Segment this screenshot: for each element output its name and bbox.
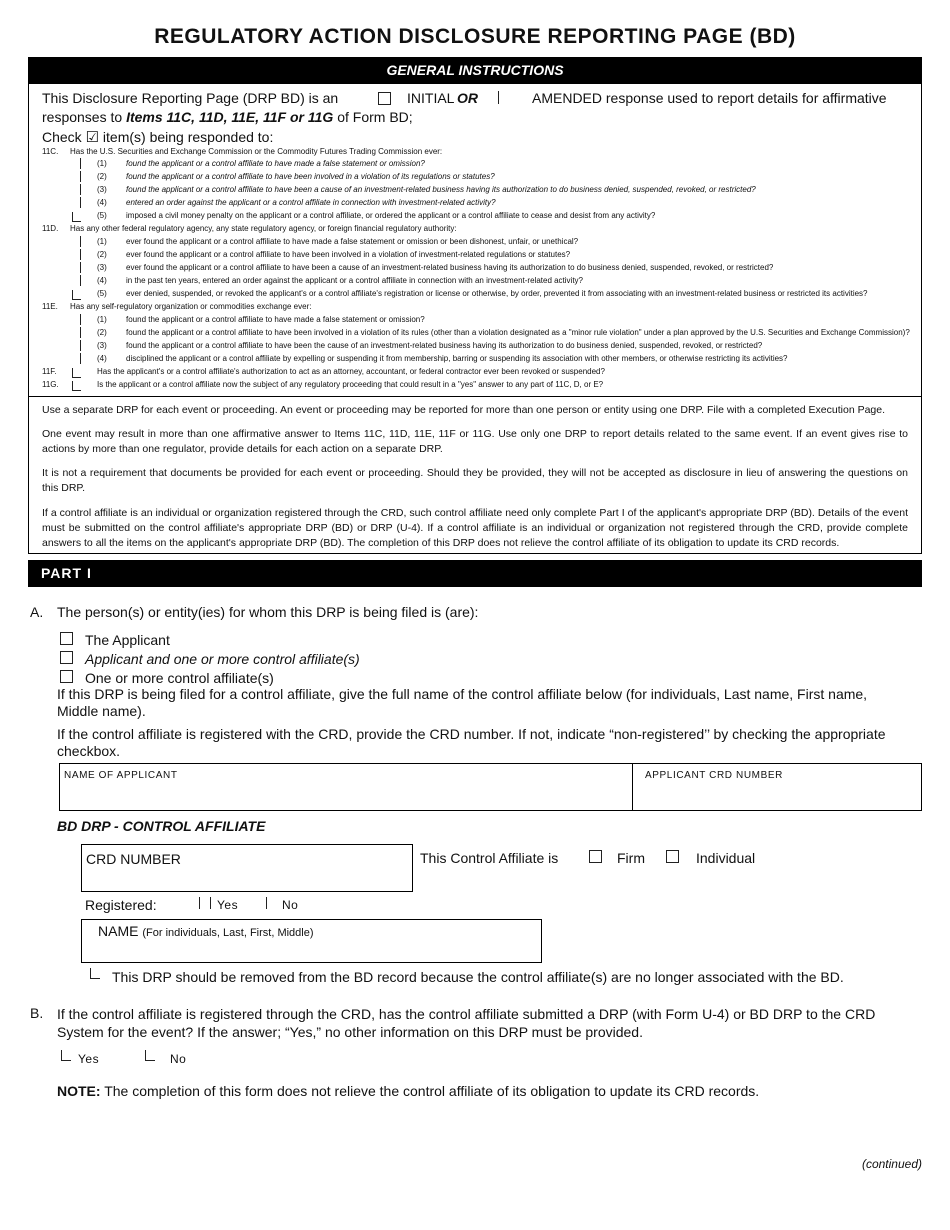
- checkbox-11c-3[interactable]: [80, 184, 81, 195]
- check-text-end: item(s) being responded to:: [102, 129, 274, 145]
- q11d-5-num: (5): [97, 289, 107, 298]
- checkbox-11f[interactable]: [72, 368, 81, 378]
- of-form-text: of Form BD;: [337, 109, 413, 125]
- individual-label: Individual: [696, 850, 756, 866]
- intro-text: This Disclosure Reporting Page (DRP BD) is an: [42, 90, 339, 106]
- individual-checkbox[interactable]: [666, 850, 679, 863]
- checkbox-11c-2[interactable]: [80, 171, 81, 182]
- filed-for-instructions: If this DRP is being filed for a control affiliate, give the full name of the control affiliate below (for individuals, Last name, First name, Middle name).: [57, 686, 868, 719]
- note-text: The completion of this form does not relieve the control affiliate of its obligation to update its CRD records.: [104, 1083, 760, 1099]
- option-affiliates-label: One or more control affiliate(s): [85, 670, 274, 686]
- q11e-4-text: disciplined the applicant or a control affiliate by expelling or suspending it from membership, barring or suspending its association with other members, or otherwise restricting its activities?: [126, 354, 788, 363]
- q11d-2-text: ever found the applicant or a control affiliate to have been involved in a violation of investment-related regulations or statutes?: [126, 250, 571, 259]
- section-b-question: If the control affiliate is registered through the CRD, has the control affiliate submitted a DRP (with Form U-4) or BD DRP to the CRD System for the event? If the answer; “Yes,” no other information on this DRP must be provided.: [57, 1006, 876, 1040]
- note-2: One event may result in more than one affirmative answer to Items 11C, 11D, 11E, 11F or 11G. Use only one DRP to report details related to the same event. If an event gives rise to actions by more than one regulator, provide details for each action on a separate DRP.: [42, 428, 908, 455]
- applicant-crd-label: APPLICANT CRD NUMBER: [645, 770, 783, 781]
- option-applicant-checkbox[interactable]: [60, 632, 73, 645]
- registered-no-checkbox[interactable]: [266, 897, 267, 909]
- page-title: REGULATORY ACTION DISCLOSURE REPORTING PAGE (BD): [154, 25, 796, 48]
- initial-checkbox[interactable]: [378, 92, 391, 105]
- q11c-4-text: entered an order against the applicant or a control affiliate in connection with investment-related activity?: [126, 198, 496, 207]
- q11e-4-num: (4): [97, 354, 107, 363]
- option-applicant-affiliates-checkbox[interactable]: [60, 651, 73, 664]
- checkbox-11c-4[interactable]: [80, 197, 81, 208]
- checkbox-11d-3[interactable]: [80, 262, 81, 273]
- responses-to-text: responses to: [42, 109, 123, 125]
- firm-label: Firm: [617, 850, 645, 866]
- b-yes-checkbox[interactable]: [61, 1050, 71, 1061]
- q11e-text: Has any self-regulatory organization or commodities exchange ever:: [70, 302, 312, 311]
- q11c-number: 11C.: [42, 147, 59, 156]
- checkbox-11e-4[interactable]: [80, 353, 81, 364]
- or-label: OR: [457, 90, 478, 106]
- affiliate-type-label: This Control Affiliate is: [420, 850, 559, 866]
- checkbox-11e-3[interactable]: [80, 340, 81, 351]
- checkbox-11g[interactable]: [72, 381, 81, 391]
- q11c-5-num: (5): [97, 211, 107, 220]
- q11c-3-num: (3): [97, 185, 107, 194]
- firm-checkbox[interactable]: [589, 850, 602, 863]
- affiliate-name-label: NAME: [98, 923, 139, 939]
- b-no-checkbox[interactable]: [145, 1050, 155, 1061]
- general-instructions-label: GENERAL INSTRUCTIONS: [386, 62, 564, 78]
- q11e-1-text: found the applicant or a control affiliate to have made a false statement or omission?: [126, 315, 425, 324]
- items-list: Items 11C, 11D, 11E, 11F or 11G: [126, 109, 334, 125]
- q11d-3-text: ever found the applicant or a control affiliate to have been a cause of an investment-related business having its authorization to do business denied, suspended, revoked, or restricted?: [126, 263, 774, 272]
- remove-checkbox[interactable]: [90, 968, 100, 979]
- registered-label: Registered:: [85, 897, 157, 913]
- q11c-5-text: imposed a civil money penalty on the applicant or a control affiliate, or ordered the applicant or a control affiliate to cease and desist from any activity?: [126, 211, 656, 220]
- q11d-3-num: (3): [97, 263, 107, 272]
- q11d-5-text: ever denied, suspended, or revoked the applicant's or a control affiliate's registration or license or otherwise, by order, prevented it from associating with an investment-related business or restricted its activities?: [126, 289, 868, 298]
- q11d-1-text: ever found the applicant or a control affiliate to have made a false statement or omission or been dishonest, unfair, or unethical?: [126, 237, 579, 246]
- checkbox-11d-4[interactable]: [80, 275, 81, 286]
- registered-yes-checkbox[interactable]: [199, 897, 200, 909]
- registered-yes-divider: [210, 897, 211, 909]
- q11c-text: Has the U.S. Securities and Exchange Commission or the Commodity Futures Trading Commission ever:: [70, 147, 443, 156]
- q11e-1-num: (1): [97, 315, 107, 324]
- checkbox-11c-5[interactable]: [72, 212, 81, 222]
- registered-no-label: No: [282, 898, 299, 912]
- section-a-question: The person(s) or entity(ies) for whom this DRP is being filed is (are):: [57, 604, 479, 620]
- remove-text: This DRP should be removed from the BD record because the control affiliate(s) are no longer associated with the BD.: [112, 969, 844, 985]
- q11d-text: Has any other federal regulatory agency, any state regulatory agency, or foreign financial regulatory authority:: [70, 224, 457, 233]
- q11g-number: 11G.: [42, 380, 59, 389]
- note-4: If a control affiliate is an individual or organization registered through the CRD, such control affiliate need only complete Part I of the applicant's appropriate DRP (BD). Details of the event must be submitted on the control affiliate's appropriate DRP (BD) or DRP (U-4). If a control affiliate is an individual or organization not registered through the CRD, provide complete answers to all the items on the applicant's appropriate DRP (BD). The completion of this DRP does not relieve the control affiliate of its obligation to update its CRD records.: [42, 507, 908, 549]
- q11d-4-text: in the past ten years, entered an order against the applicant or a control affiliate in connection with an investment-related activity?: [126, 276, 584, 285]
- affiliate-name-field[interactable]: [81, 919, 542, 963]
- q11g-text: Is the applicant or a control affiliate now the subject of any regulatory proceeding that could result in a "yes" answer to any part of 11C, D, or E?: [97, 380, 604, 389]
- option-affiliates-checkbox[interactable]: [60, 670, 73, 683]
- q11d-1-num: (1): [97, 237, 107, 246]
- crd-instructions: If the control affiliate is registered with the CRD, provide the CRD number. If not, indicate “non-registered’’ by checking the appropriate checkbox.: [57, 726, 886, 759]
- q11c-4-num: (4): [97, 198, 107, 207]
- option-applicant-label: The Applicant: [85, 632, 170, 648]
- applicant-crd-field[interactable]: [632, 763, 922, 811]
- note-label: NOTE:: [57, 1083, 101, 1099]
- q11e-3-num: (3): [97, 341, 107, 350]
- note-1: Use a separate DRP for each event or proceeding. An event or proceeding may be reported for more than one person or entity using one DRP. File with a completed Execution Page.: [42, 404, 886, 416]
- q11d-4-num: (4): [97, 276, 107, 285]
- q11d-number: 11D.: [42, 224, 59, 233]
- affiliate-name-hint: (For individuals, Last, First, Middle): [142, 927, 314, 939]
- section-b-label: B.: [30, 1005, 44, 1021]
- instructions-divider: [28, 396, 922, 397]
- q11e-2-num: (2): [97, 328, 107, 337]
- initial-label: INITIAL: [407, 90, 455, 106]
- checkbox-11c-1[interactable]: [80, 158, 81, 169]
- note-line: [57, 1083, 759, 1099]
- q11e-3-text: found the applicant or a control affiliate to have been the cause of an investment-related business having its authorization to do business denied, suspended, revoked, or restricted?: [126, 341, 763, 350]
- checkbox-11d-5[interactable]: [72, 290, 81, 300]
- crd-number-label: CRD NUMBER: [86, 851, 181, 867]
- q11e-number: 11E.: [42, 302, 58, 311]
- section-a-label: A.: [30, 604, 44, 620]
- checkbox-11e-2[interactable]: [80, 327, 81, 338]
- amended-label: AMENDED response used to report details for affirmative: [532, 90, 887, 106]
- q11e-2-text: found the applicant or a control affiliate to have been involved in a violation of its rules (other than a violation designated as a "minor rule violation" under a plan approved by the U.S. Securities and Exchange Commission)?: [126, 328, 910, 337]
- continued-label: (continued): [861, 1157, 922, 1171]
- part-1-header: [28, 560, 922, 587]
- general-instructions-header: [28, 57, 922, 83]
- b-yes-label: Yes: [78, 1052, 100, 1066]
- bd-drp-heading: BD DRP - CONTROL AFFILIATE: [57, 818, 266, 834]
- checkbox-11e-1[interactable]: [80, 314, 81, 325]
- b-no-label: No: [170, 1052, 187, 1066]
- q11c-2-num: (2): [97, 172, 107, 181]
- checkbox-11d-2[interactable]: [80, 249, 81, 260]
- note-3: It is not a requirement that documents be provided for each event or proceeding. Should they be provided, they will not be accepted as disclosure in lieu of answering the questions on this DRP.: [42, 467, 908, 494]
- checkbox-11d-1[interactable]: [80, 236, 81, 247]
- q11c-2-text: found the applicant or a control affiliate to have been involved in a violation of its regulations or statutes?: [126, 172, 495, 181]
- q11c-1-num: (1): [97, 159, 107, 168]
- q11c-1-text: found the applicant or a control affiliate to have made a false statement or omission?: [126, 159, 425, 168]
- amended-checkbox[interactable]: [498, 91, 499, 104]
- q11f-text: Has the applicant's or a control affiliate's authorization to act as an attorney, accountant, or federal contractor ever been revoked or suspended?: [97, 367, 605, 376]
- applicant-name-label: NAME OF APPLICANT: [64, 770, 178, 781]
- option-applicant-affiliates-label: Applicant and one or more control affiliate(s): [85, 651, 360, 667]
- part-1-label: PART I: [41, 565, 92, 581]
- check-text: Check: [42, 129, 82, 145]
- applicant-name-field[interactable]: [59, 763, 633, 811]
- q11c-3-text: found the applicant or a control affiliate to have been a cause of an investment-related business having its authorization to do business denied, suspended, revoked, or restricted?: [126, 185, 756, 194]
- crd-number-field[interactable]: [81, 844, 413, 892]
- q11f-number: 11F.: [42, 367, 57, 376]
- q11d-2-num: (2): [97, 250, 107, 259]
- checked-box-icon: ☑: [85, 129, 100, 146]
- registered-yes-label: Yes: [217, 898, 239, 912]
